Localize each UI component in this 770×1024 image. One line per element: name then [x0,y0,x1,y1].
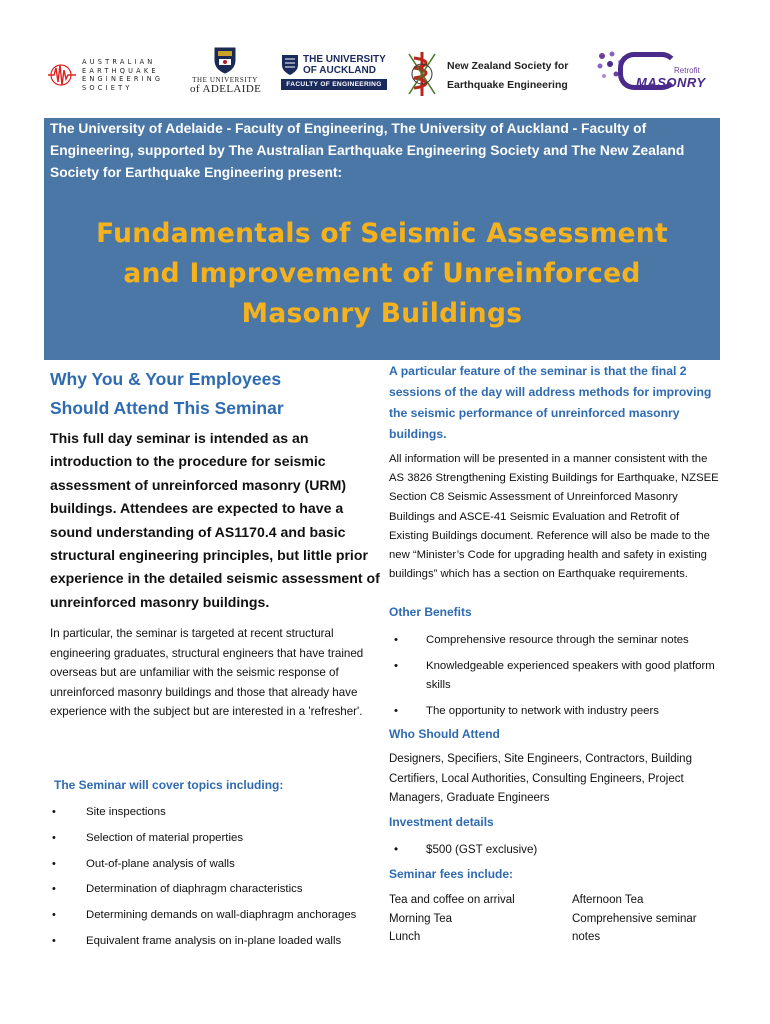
list-item: Tea and coffee on arrival [389,894,515,906]
seminar-title-line: and Improvement of Unreinforced [123,258,641,289]
auckland-logo-line1: THE UNIVERSITY [303,54,386,65]
seminar-fees-heading: Seminar fees include: [389,867,514,881]
list-item: • Determining demands on wall-diaphragm anchorages [52,906,382,932]
target-audience-paragraph: In particular, the seminar is targeted at recent structural engineering graduates, structural engineers that have trained overseas but are unfamiliar with the seismic response of unreinforced masonry buildings and those that already have experience with the subject but are interested in a 'refresher'. [50,627,364,718]
who-should-attend-text: Designers, Specifiers, Site Engineers, Contractors, Building Certifiers, Local Authorities, Consulting Engineers, Project Managers, Graduate Engineers [389,753,692,804]
presenters-intro: The University of Adelaide - Faculty of Engineering, The University of Auckland - Faculty of Engineering, supported by The Australian Earthquake Engineering Society and The New Zealand Society for Earthquake Engineering present: [50,121,685,180]
auckland-logo [281,52,387,92]
feature-paragraph: A particular feature of the seminar is that the final 2 sessions of the day will address methods for improving the seismic performance of unreinforced masonry buildings. [389,364,712,441]
seminar-lead-paragraph: This full day seminar is intended as an introduction to the procedure for seismic assessment of unreinforced masonry (URM) buildings. Attendees are expected to have a sound understanding of AS1170.4 and basic structural engineering principles, but little prior experience in the detailed seismic assessment of unreinforced masonry buildings. [50,430,380,610]
aees-logo-line: SOCIETY [82,83,133,92]
why-attend-heading [50,365,350,423]
list-item: • Knowledgeable experienced speakers with good platform skills [389,657,719,695]
crest-icon [213,46,237,74]
aees-logo-line: EARTHQUAKE [82,66,159,75]
list-item: • Equivalent frame analysis on in-plane loaded walls [52,932,382,958]
list-item: • Selection of material properties [52,829,382,855]
list-item: • Out-of-plane analysis of walls [52,855,382,881]
standards-paragraph: All information will be presented in a manner consistent with the AS 3826 Strengthening Existing Buildings for Earthquake, NZSEE Section C8 Seismic Assessment of Unreinforced Masonry Buildings and ASCE-41 Seismic Evaluation and Retrofit of Existing Buildings document. Reference will also be made to the new “Minister’s Code for upgrading health and safety in existing buildings” which has a section on Earthquake requirements. [389,453,719,581]
list-item: • Site inspections [52,803,382,829]
aees-logo [48,58,178,94]
retrofit-logo-small: Retrofit [674,66,700,75]
nzsee-logo-line2: Earthquake Engineering [447,79,568,91]
aees-logo-line: ENGINEERING [82,75,164,84]
logo-bar [0,0,770,118]
retrofit-logo-big: MASONRY [636,75,706,90]
adelaide-logo-line1: THE UNIVERSITY [192,76,258,84]
fees-right-column [572,891,722,947]
who-should-attend-heading: Who Should Attend [389,727,500,741]
adelaide-logo [190,46,260,96]
auckland-logo-line2: OF AUCKLAND [303,65,376,76]
list-item: • Comprehensive resource through the seminar notes [389,631,719,650]
seismograph-icon [48,62,76,88]
aees-logo-line: AUSTRALIAN [82,58,156,66]
seminar-title-line: Fundamentals of Seismic Assessment [96,218,668,249]
why-attend-heading-line: Should Attend This Seminar [50,398,284,418]
fees-left-column [389,891,559,947]
list-item: • Determination of diaphragm characteristics [52,880,382,906]
adelaide-logo-line2: of ADELAIDE [190,83,262,95]
topics-list [52,803,382,958]
list-item: Morning Tea [389,912,453,925]
shield-icon [281,54,299,76]
auckland-faculty-bar: FACULTY OF ENGINEERING [281,79,387,90]
investment-list [389,840,719,859]
other-benefits-heading: Other Benefits [389,605,472,619]
list-item: Comprehensive seminar notes [572,912,697,943]
nzsee-logo-line1: New Zealand Society for [447,60,569,72]
list-item: Afternoon Tea [572,894,644,906]
list-item: Lunch [389,931,421,943]
list-item: • The opportunity to network with industry peers [389,702,719,721]
retrofit-masonry-logo [596,46,706,94]
list-item: • $500 (GST exclusive) [389,840,719,859]
benefits-list [389,631,719,728]
seminar-title [44,214,720,334]
nzsee-emblem-icon [405,50,439,98]
nzsee-logo [405,50,583,100]
topics-heading: The Seminar will cover topics including: [54,778,284,792]
why-attend-heading-line: Why You & Your Employees [50,369,282,389]
investment-heading: Investment details [389,815,494,829]
seminar-title-line: Masonry Buildings [241,298,523,329]
